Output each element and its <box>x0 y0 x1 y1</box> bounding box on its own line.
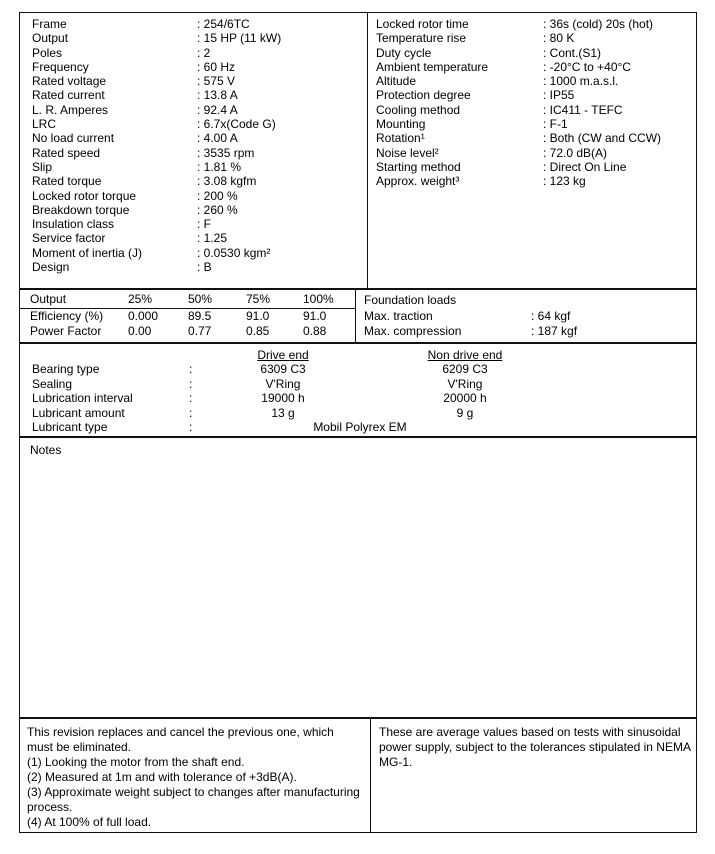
spec-value: : 3535 rpm <box>197 145 255 160</box>
spec-row-poles <box>32 46 367 60</box>
bearings-header-row <box>20 348 696 362</box>
spec-value: : 1000 m.a.s.l. <box>543 74 619 89</box>
spec-value: : Direct On Line <box>543 159 627 174</box>
spec-row-rated-torque <box>32 174 367 188</box>
spec-row-breakdown-torque <box>32 203 367 217</box>
spec-label: Poles <box>32 45 63 60</box>
spec-row-slip <box>32 160 367 174</box>
spec-row-frame <box>32 17 367 31</box>
efficiency-value: 91.0 <box>246 309 270 323</box>
efficiency-value: 0.000 <box>128 309 159 323</box>
performance-table <box>20 290 356 342</box>
row-label: Power Factor <box>30 323 102 338</box>
spec-label: Rated speed <box>32 145 101 160</box>
footer-section <box>20 717 696 832</box>
row-label: Lubricant amount <box>32 405 125 420</box>
spec-row-output <box>32 31 367 45</box>
spec-row-rotation <box>376 131 696 145</box>
spec-value: : 72.0 dB(A) <box>543 145 608 160</box>
spec-value: : 4.00 A <box>197 131 238 146</box>
separator: : <box>189 420 193 435</box>
spec-value: : F <box>197 217 211 232</box>
specs-right-column <box>368 13 696 288</box>
spec-row-locked-rotor-torque <box>32 189 367 203</box>
row-label: Sealing <box>32 376 73 391</box>
spec-label: Rated voltage <box>32 74 107 89</box>
notes-title: Notes <box>30 443 62 457</box>
spec-value: : F-1 <box>543 117 568 132</box>
performance-header-cell: 50% <box>188 292 213 306</box>
revision-statement: This revision replaces and cancel the previous one, which must be eliminated. <box>27 725 334 754</box>
spec-row-protection-degree <box>376 88 696 102</box>
spec-row-temperature-rise <box>376 31 696 45</box>
spec-label: Output <box>32 31 69 46</box>
bearing-type-row <box>20 362 696 376</box>
lubricant-type-row <box>20 420 696 434</box>
lubricant-amount-row <box>20 406 696 420</box>
spec-label: Frequency <box>32 59 89 74</box>
spec-label: Breakdown torque <box>32 202 130 217</box>
non-drive-end-header: Non drive end <box>427 348 503 362</box>
spec-value: : 2 <box>197 45 211 60</box>
spec-row-approx-weight <box>376 174 696 188</box>
non-drive-end-value: 9 g <box>456 405 474 420</box>
spec-value: : 80 K <box>543 31 575 46</box>
spec-row-frequency <box>32 60 367 74</box>
max-compression-row <box>364 324 696 339</box>
spec-row-duty-cycle <box>376 46 696 60</box>
spec-label: Rated torque <box>32 174 102 189</box>
spec-value: : -20°C to +40°C <box>543 59 631 74</box>
spec-value: : 200 % <box>197 188 238 203</box>
tolerance-statement: These are average values based on tests with sinusoidal power supply, subject to the tolerances stipulated in NEMA MG-1. <box>379 725 691 769</box>
drive-end-value: 6309 C3 <box>260 362 306 377</box>
spec-value: : Cont.(S1) <box>543 45 602 60</box>
efficiency-value: 91.0 <box>303 309 327 323</box>
lubrication-interval-row <box>20 391 696 405</box>
spec-label: Mounting <box>376 117 426 132</box>
performance-header-row <box>20 291 355 309</box>
spec-label: Max. compression <box>364 323 462 338</box>
spec-value: : 1.81 % <box>197 159 242 174</box>
row-label: Lubricant type <box>32 420 108 435</box>
drive-end-value: 19000 h <box>261 391 305 406</box>
lubricant-type-value: Mobil Polyrex EM <box>313 420 407 435</box>
row-label: Efficiency (%) <box>30 309 104 323</box>
spec-value: : IP55 <box>543 88 575 103</box>
spec-label: Protection degree <box>376 88 471 103</box>
footnote-1: (1) Looking the motor from the shaft end. <box>27 755 245 769</box>
spec-value: : Both (CW and CCW) <box>543 131 662 146</box>
spec-label: Altitude <box>376 74 417 89</box>
non-drive-end-value: V'Ring <box>447 376 483 391</box>
footnote-2: (2) Measured at 1m and with tolerance of +3dB(A). <box>27 770 297 784</box>
spec-label: Max. traction <box>364 309 433 323</box>
spec-row-rated-current <box>32 88 367 102</box>
spec-label: Locked rotor torque <box>32 188 137 203</box>
spec-value: : 254/6TC <box>197 17 250 31</box>
spec-row-ambient-temperature <box>376 60 696 74</box>
spec-value: : 60 Hz <box>197 59 236 74</box>
spec-label: Insulation class <box>32 217 115 232</box>
spec-row-service-factor <box>32 231 367 245</box>
drive-end-value: V'Ring <box>265 376 301 391</box>
spec-label: Noise level² <box>376 145 439 160</box>
separator: : <box>189 405 193 420</box>
power-factor-value: 0.88 <box>303 323 327 338</box>
bearings-section <box>20 342 696 436</box>
spec-value: : 64 kgf <box>531 309 571 323</box>
notes-section <box>20 436 696 717</box>
spec-value: : 15 HP (11 kW) <box>197 31 282 46</box>
spec-value: : 187 kgf <box>531 323 578 338</box>
drive-end-header: Drive end <box>257 348 309 362</box>
spec-value: : 575 V <box>197 74 236 89</box>
spec-value: : 3.08 kgfm <box>197 174 257 189</box>
spec-value: : 13.8 A <box>197 88 238 103</box>
spec-label: Frame <box>32 17 67 31</box>
spec-value: : B <box>197 260 212 275</box>
spec-label: Duty cycle <box>376 45 432 60</box>
foundation-loads <box>356 290 696 342</box>
efficiency-value: 89.5 <box>188 309 212 323</box>
spec-label: Locked rotor time <box>376 17 469 31</box>
foundation-loads-title: Foundation loads <box>364 293 457 307</box>
spec-label: Cooling method <box>376 102 461 117</box>
power-factor-value: 0.00 <box>128 323 152 338</box>
spec-label: Rotation¹ <box>376 131 425 146</box>
spec-row-locked-rotor-time <box>376 17 696 31</box>
spec-label: LRC <box>32 117 57 132</box>
footer-revision-note <box>20 719 371 832</box>
spec-label: Temperature rise <box>376 31 467 46</box>
spec-value: : 6.7x(Code G) <box>197 117 276 132</box>
spec-row-mounting <box>376 117 696 131</box>
spec-label: Ambient temperature <box>376 59 489 74</box>
spec-label: Service factor <box>32 231 106 246</box>
spec-label: Design <box>32 260 70 275</box>
spec-row-no-load-current <box>32 131 367 145</box>
power-factor-value: 0.85 <box>246 323 270 338</box>
separator: : <box>189 362 193 377</box>
spec-value: : 123 kg <box>543 174 586 189</box>
row-label: Bearing type <box>32 362 100 377</box>
spec-row-rated-speed <box>32 146 367 160</box>
footnote-4: (4) At 100% of full load. <box>27 815 152 829</box>
empty-cell <box>32 348 189 362</box>
spec-row-altitude <box>376 74 696 88</box>
spec-label: No load current <box>32 131 115 146</box>
efficiency-row <box>20 309 355 324</box>
spec-row-moment-of-inertia <box>32 246 367 260</box>
power-factor-value: 0.77 <box>188 323 212 338</box>
spec-label: Slip <box>32 159 53 174</box>
performance-header-cell: Output <box>30 292 67 306</box>
spec-label: Moment of inertia (J) <box>32 245 143 260</box>
spec-row-noise-level <box>376 146 696 160</box>
non-drive-end-value: 20000 h <box>443 391 487 406</box>
spec-row-lr-amperes <box>32 103 367 117</box>
separator: : <box>189 391 193 406</box>
spec-value: : 0.0530 kgm² <box>197 245 271 260</box>
spec-label: Approx. weight³ <box>376 174 460 189</box>
spec-row-cooling-method <box>376 103 696 117</box>
spec-value: : 92.4 A <box>197 102 238 117</box>
power-factor-row <box>20 324 355 339</box>
spec-row-lrc <box>32 117 367 131</box>
performance-header-cell: 75% <box>246 292 271 306</box>
spec-value: : 1.25 <box>197 231 228 246</box>
spec-row-rated-voltage <box>32 74 367 88</box>
specs-section <box>20 13 696 288</box>
footnote-3: (3) Approximate weight subject to changes after manufacturing process. <box>27 785 360 814</box>
non-drive-end-value: 6209 C3 <box>442 362 488 377</box>
spec-row-design <box>32 260 367 274</box>
spec-value: : IC411 - TEFC <box>543 102 623 117</box>
specs-left-column <box>20 13 368 288</box>
max-traction-row <box>364 309 696 324</box>
performance-header-cell: 100% <box>303 292 334 306</box>
performance-header-cell: 25% <box>128 292 153 306</box>
sealing-row <box>20 377 696 391</box>
motor-datasheet <box>19 12 697 833</box>
spec-value: : 260 % <box>197 202 238 217</box>
spec-row-starting-method <box>376 160 696 174</box>
spec-value: : 36s (cold) 20s (hot) <box>543 17 654 31</box>
separator: : <box>189 376 193 391</box>
spec-label: Starting method <box>376 159 461 174</box>
footer-tolerance-note <box>371 719 696 832</box>
row-label: Lubrication interval <box>32 391 133 406</box>
spec-label: L. R. Amperes <box>32 102 109 117</box>
spec-label: Rated current <box>32 88 105 103</box>
drive-end-value: 13 g <box>271 405 295 420</box>
spec-row-insulation-class <box>32 217 367 231</box>
performance-section <box>20 288 696 342</box>
